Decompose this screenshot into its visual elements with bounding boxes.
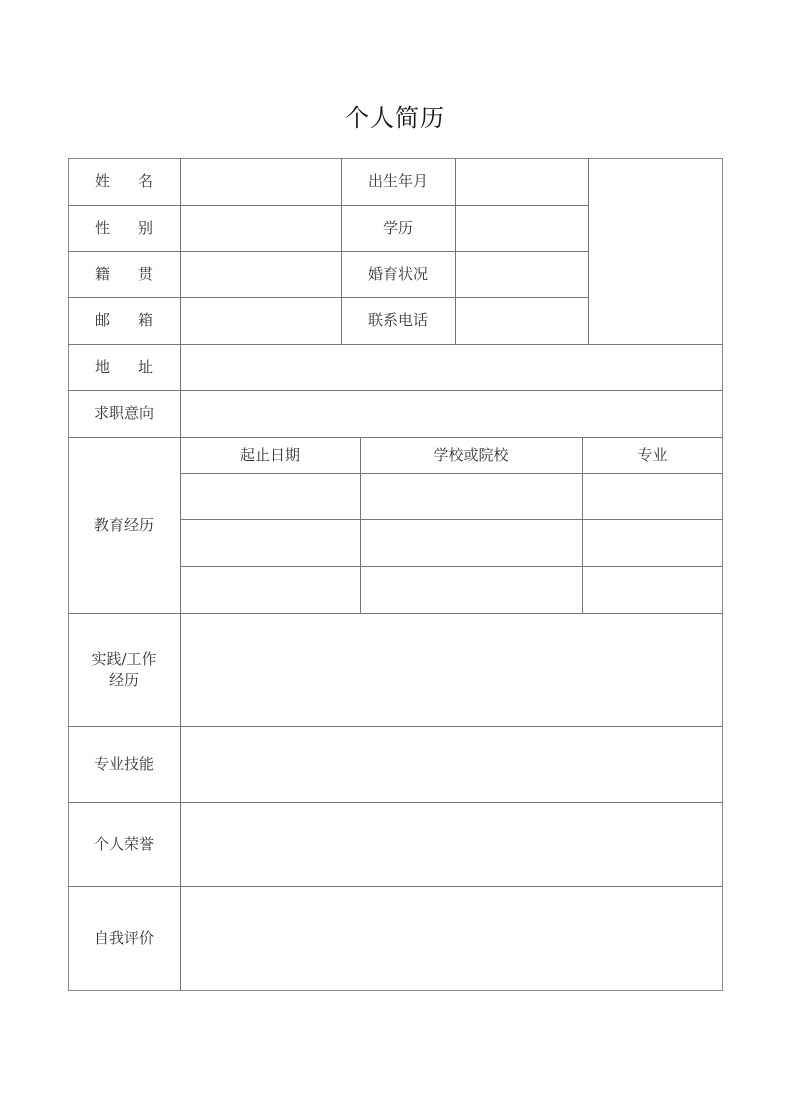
self-eval-field[interactable]	[181, 887, 722, 990]
education-level-field[interactable]	[456, 206, 588, 251]
honors-label: 个人荣誉	[93, 834, 154, 853]
photo-area[interactable]	[589, 159, 722, 344]
education-level-label: 学历	[382, 218, 413, 237]
birth-field[interactable]	[456, 159, 588, 205]
email-label	[68, 297, 180, 344]
education-label: 教育经历	[93, 515, 154, 534]
address-label	[68, 344, 180, 390]
name-field[interactable]	[181, 159, 341, 205]
edu-header-major: 专业	[637, 445, 668, 464]
edu-header-school: 学校或院校	[433, 445, 509, 464]
name-label	[68, 158, 180, 205]
gender-label	[68, 205, 180, 251]
honors-field[interactable]	[181, 803, 722, 886]
edu-row-3-major[interactable]	[583, 567, 722, 613]
edu-row-1-major[interactable]	[583, 474, 722, 519]
name-label-text: 姓名	[94, 172, 181, 190]
address-field[interactable]	[181, 345, 722, 390]
edu-row-3-dates[interactable]	[181, 567, 360, 613]
skills-field[interactable]	[181, 727, 722, 802]
phone-label: 联系电话	[367, 311, 428, 329]
phone-field[interactable]	[456, 298, 588, 344]
email-field[interactable]	[181, 298, 341, 344]
objective-label: 求职意向	[93, 404, 154, 422]
page-title: 个人简历	[345, 104, 445, 132]
objective-field[interactable]	[181, 391, 722, 437]
self-eval-label: 自我评价	[93, 928, 154, 947]
native-place-label-text: 籍贯	[94, 264, 181, 283]
work-field[interactable]	[181, 614, 722, 726]
edu-row-2-school[interactable]	[361, 520, 582, 566]
marital-label: 婚育状况	[367, 264, 428, 283]
edu-row-3-school[interactable]	[361, 567, 582, 613]
gender-label-text: 性别	[94, 218, 181, 237]
birth-label: 出生年月	[367, 172, 428, 190]
address-label-text: 地址	[94, 357, 181, 376]
edu-row-1-school[interactable]	[361, 474, 582, 519]
native-place-label	[68, 251, 180, 297]
email-label-text: 邮箱	[94, 311, 181, 329]
skills-label: 专业技能	[93, 754, 154, 773]
work-label	[68, 613, 180, 726]
edu-header-dates: 起止日期	[239, 445, 300, 464]
edu-row-2-major[interactable]	[583, 520, 722, 566]
work-label-line1: 实践/工作	[91, 649, 157, 668]
gender-field[interactable]	[181, 206, 341, 251]
marital-field[interactable]	[456, 252, 588, 297]
edu-row-1-dates[interactable]	[181, 474, 360, 519]
work-label-line2: 经历	[108, 670, 139, 689]
native-place-field[interactable]	[181, 252, 341, 297]
edu-row-2-dates[interactable]	[181, 520, 360, 566]
